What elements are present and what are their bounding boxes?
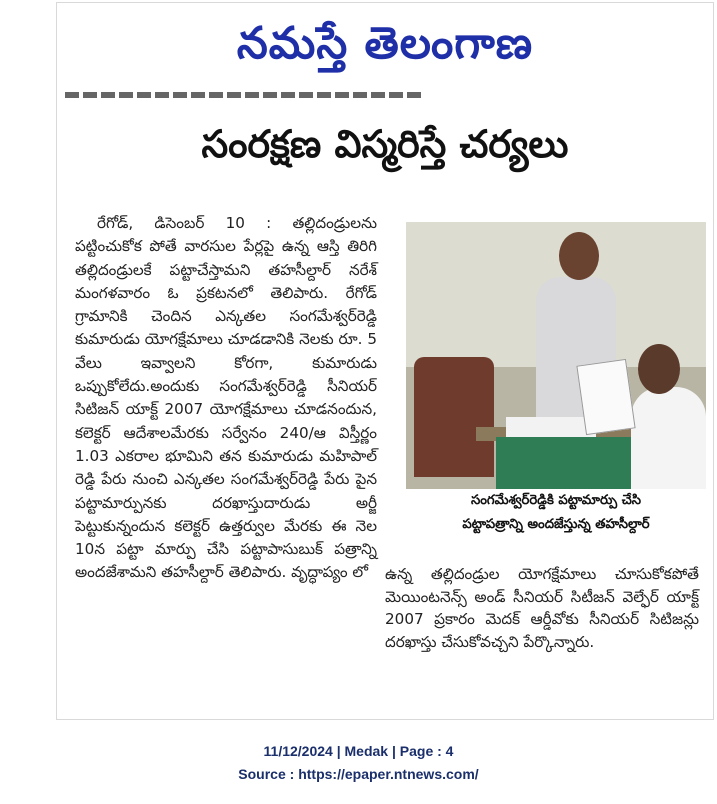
newspaper-masthead: నమస్తే తెలంగాణ [236, 18, 534, 69]
footer-dateline: 11/12/2024 | Medak | Page : 4 [263, 743, 454, 759]
cut-previous-line [65, 89, 425, 101]
patta-document [576, 359, 635, 435]
footer-source: Source : https://epaper.ntnews.com/ [238, 766, 479, 782]
photo-caption-line2: పట్టాపత్రాన్ని అందజేస్తున్న తహసీల్దార్ [462, 517, 650, 532]
article-headline: సంరక్షణ విస్మరిస్తే చర్యలు [201, 121, 569, 166]
photo-caption [406, 489, 706, 541]
article-body-right: ఉన్న తల్లిదండ్రుల యోగక్షేమాలు చూసుకోకపోతే మెయింటనెన్స్ అండ్ సీనియర్ సిటీజన్ వెల్ఫేర్ యాక్ట్ 2007 ప్రకారం మెదక్ ఆర్డీవోకు సీనియర్ సిటిజన్లు దరఖాస్తు చేసుకోవచ్చని పేర్కొన్నారు. [385, 565, 699, 651]
elderly-man-figure [631, 387, 706, 489]
photo-caption-line1: సంగమేశ్వర్‌రెడ్డికి పట్టామార్పు చేసి [470, 493, 642, 508]
chair [414, 357, 494, 477]
article-photo [406, 222, 706, 489]
news-clipping [56, 2, 714, 720]
article-body-left: రేగోడ్, డిసెంబర్ 10 : తల్లిదండ్రులను పట్టించుకోక పోతే వారసుల పేర్లపై ఉన్న ఆస్తి తిరిగి తల్లిదండ్రులకే పట్టాచేస్తామని తహసీల్దార్ నరేశ్ మంగళవారం ఓ ప్రకటనలో తెలిపారు. రేగోడ్ గ్రామానికి చెందిన ఎన్కతల సంగమేశ్వర్‌రెడ్డి కుమారుడు యోగక్షేమాలు చూడడానికి నెలకు రూ. 5 వేలు ఇవ్వాలని కోరగా, కుమారుడు ఒప్పుకోలేదు.అందుకు సంగమేశ్వర్‌రెడ్డి సీనియర్ సిటిజన్ యాక్ట్ 2007 యోగక్షేమాలు చూడనందున, కలెక్టర్ ఆదేశాలమేరకు సర్వేనం 240/ఆ విస్తీర్ణం 1.03 ఎకరాల భూమిని తన కుమారుడు మహిపాల్ రెడ్డి పేరు నుంచి ఎన్కతల సంగమేశ్వర్‌రెడ్డి పేరు పైన పట్టామార్పునకు దరఖాస్తుదారుడు అర్జీ పెట్టుకున్నందున కలెక్టర్ ఉత్తర్వుల మేరకు ఈ నెల 10న పట్టా మార్పు చేసి పట్టాపాసుబుక్ పత్రాన్ని అందజేశామని తహసీల్దార్ తెలిపారు. వృద్ధాప్యం లో [75, 214, 377, 582]
